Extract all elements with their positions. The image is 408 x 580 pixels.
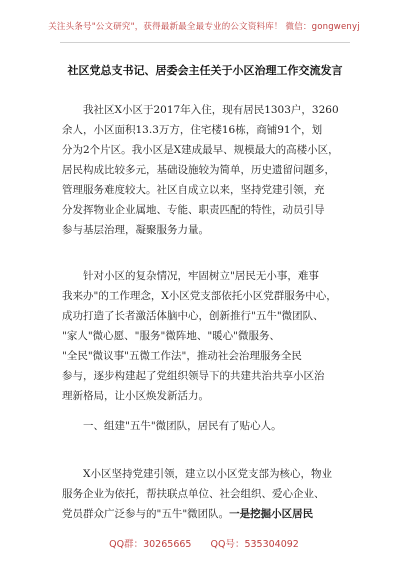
header-banner: 关注头条号"公文研究"，获得最新最全最专业的公文资料库！ 微信：gongwenyj bbox=[48, 22, 360, 32]
paragraph-1 bbox=[62, 100, 362, 240]
paragraph-line bbox=[62, 504, 362, 524]
paragraph-text: 党员群众广泛参与的"五牛"微团队。 bbox=[62, 508, 230, 520]
paragraph-line: 针对小区的复杂情况，牢固树立"居民无小事，难事 bbox=[83, 270, 319, 282]
paragraph-line: 服务企业为依托，帮扶联点单位、社会组织、爱心企业、 bbox=[62, 488, 325, 500]
paragraph-line: "全民"微议事"五微工作法"，推动社会治理服务全民 bbox=[62, 350, 302, 362]
paragraph-line: 我社区X小区于2017年入住，现有居民1303户，3260 bbox=[83, 104, 339, 116]
paragraph-line: "家人"微心愿、"服务"微阵地、"暖心"微服务、 bbox=[62, 330, 280, 342]
paragraph-line: 成功打造了长者激活体脑中心，创新推行"五牛"微团队、 bbox=[62, 310, 324, 322]
paragraph-line: 参与，逐步构建起了党组织领导下的共建共治共享小区治 bbox=[62, 370, 325, 382]
paragraph-line: X小区坚持党建引领，建立以小区党支部为核心，物业 bbox=[83, 468, 332, 480]
paragraph-line: 余人，小区面积13.3万方，住宅楼16栋，商铺91个，划 bbox=[62, 124, 323, 136]
footer-qq-group: QQ群：30265665 bbox=[109, 539, 192, 550]
paragraph-line: 居民构成比较多元，基础设施较为简单，历史遗留问题多， bbox=[62, 164, 335, 176]
paragraph-line: 分为2个片区。我小区是X建成最早、规模最大的高楼小区， bbox=[62, 144, 339, 156]
document-title: 社区党总支书记、居委会主任关于小区治理工作交流发言 bbox=[67, 64, 343, 77]
paragraph-line: 管理服务难度较大。社区自成立以来，坚持党建引领，充 bbox=[62, 184, 325, 196]
paragraph-line: 理新格局，让小区焕发新活力。 bbox=[62, 390, 209, 402]
paragraph-line: 分发挥物业企业属地、专能、职责匹配的特性，动员引导 bbox=[62, 204, 325, 216]
section-heading-text: 一、组建"五牛"微团队，居民有了贴心人。 bbox=[83, 420, 282, 432]
header-divider bbox=[60, 42, 350, 43]
paragraph-line: 参与基层治理，凝聚服务力量。 bbox=[62, 224, 209, 236]
paragraph-3 bbox=[62, 464, 362, 524]
paragraph-line: 我来办"的工作理念，X小区党支部依托小区党群服务中心， bbox=[62, 290, 337, 302]
bold-lead-text: 一是挖掘小区居民 bbox=[229, 508, 314, 520]
paragraph-2 bbox=[62, 266, 362, 406]
footer bbox=[0, 536, 408, 550]
footer-qq-number: QQ号：535304092 bbox=[210, 539, 299, 550]
section-heading-1 bbox=[62, 416, 362, 436]
